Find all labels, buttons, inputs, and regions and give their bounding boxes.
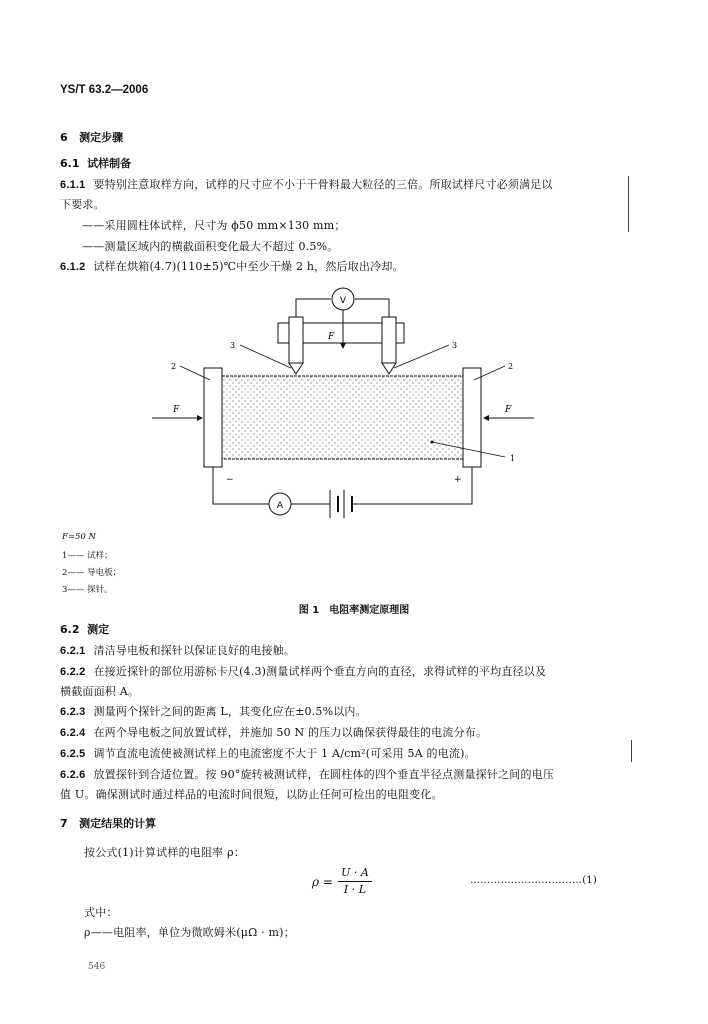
clause-text: 要特别注意取样方向，试样的尺寸应不小于干骨料最大粒径的三倍。所取试样尺寸必须满足以 (93, 178, 553, 191)
paragraph-6-2-6-line1 (60, 766, 554, 782)
clause-number: 6.2.4 (60, 727, 86, 739)
ammeter-label: A (276, 501, 284, 511)
clause-text: 测量两个探针之间的距离 L，其变化应在±0.5%以内。 (93, 705, 367, 718)
legend-force: F=50 N (62, 532, 96, 542)
clause-text: 清洁导电板和探针以保证良好的电接触。 (93, 644, 296, 657)
formula-lhs: ρ = (312, 875, 333, 889)
plus-sign: + (454, 475, 462, 485)
force-label-right: F (505, 405, 512, 415)
probe-left (289, 317, 303, 374)
subsection-number: 6.2 (60, 623, 80, 636)
where-label: 式中： (84, 906, 118, 919)
label-2-left: 2 (171, 362, 177, 371)
label-3-left: 3 (230, 341, 236, 350)
paragraph-6-1-1-line2: 下要求。 (60, 198, 105, 211)
subsection-number: 6.1 (60, 157, 80, 170)
bullet-item: ——测量区域内的横截面积变化最大不超过 0.5%。 (82, 240, 339, 253)
section-number: 6 (60, 131, 68, 144)
clause-text: 放置探针到合适位置。按 90°旋转被测试样，在圆柱体的四个垂直半径点测量探针之间的电压 (93, 768, 555, 781)
page-number: 546 (88, 962, 106, 972)
definition-rho: ρ——电阻率，单位为微欧姆米(μΩ · m)； (84, 926, 295, 939)
clause-number: 6.2.2 (60, 666, 86, 678)
fraction-bar (338, 881, 372, 882)
conductive-plate-left (204, 368, 222, 467)
legend-item: 2—— 导电板； (62, 568, 122, 578)
voltmeter-label: V (339, 296, 347, 306)
section-title: 测定结果的计算 (79, 817, 157, 830)
clause-text: 调节直流电流使被测试样上的电流密度不大于 1 A/cm²(可采用 5A 的电流)。 (93, 747, 476, 760)
formula-numerator: U · A (341, 866, 369, 879)
standard-number: YS/T 63.2—2006 (60, 84, 149, 96)
paragraph-6-2-4 (60, 724, 487, 740)
probe-right (382, 317, 396, 374)
section-number: 7 (60, 817, 68, 830)
paragraph-6-2-2-line1 (60, 663, 546, 679)
subsection-title: 试样制备 (87, 157, 132, 170)
specimen (222, 376, 463, 459)
conductive-plate-right (463, 368, 481, 467)
margin-revision-bar (631, 740, 632, 762)
equation-number: ……………………………(1) (470, 875, 597, 886)
clause-text: 在两个导电板之间放置试样，并施加 50 N 的压力以确保获得最佳的电流分布。 (93, 726, 488, 739)
formula-denominator: I · L (343, 883, 367, 896)
section-title: 测定步骤 (79, 131, 124, 144)
current-circuit (213, 467, 472, 518)
clause-number: 6.2.1 (60, 645, 86, 657)
paragraph-6-2-3 (60, 703, 367, 719)
clause-text: 试样在烘箱(4.7)(110±5)℃中至少干燥 2 h，然后取出冷却。 (93, 260, 404, 273)
legend-item: 1—— 试样； (62, 551, 113, 561)
paragraph-6-2-6-line2: 值 U。确保测试时通过样品的电流时间很短，以防止任何可检出的电阻变化。 (60, 788, 443, 801)
clause-number: 6.2.6 (60, 769, 86, 781)
force-label-top: F (328, 332, 335, 342)
clause-text: 在接近探针的部位用游标卡尺(4.3)测量试样两个垂直方向的直径，求得试样的平均直径以及 (93, 665, 547, 678)
figure-caption: 图 1 电阻率测定原理图 (298, 605, 410, 616)
subsection-title: 测定 (87, 623, 110, 636)
legend-item: 3—— 探针。 (62, 585, 113, 595)
label-2-right: 2 (508, 362, 514, 371)
calc-intro: 按公式(1)计算试样的电阻率 ρ： (84, 846, 245, 859)
paragraph-6-2-5 (60, 745, 476, 761)
paragraph-6-2-1 (60, 642, 295, 658)
section-7-heading (60, 815, 156, 831)
clause-number: 6.2.3 (60, 706, 86, 718)
clause-number: 6.2.5 (60, 748, 86, 760)
subsection-6-2-heading (60, 621, 109, 637)
label-3-right: 3 (452, 341, 458, 350)
clause-number: 6.1.2 (60, 261, 86, 273)
label-1: 1 (510, 454, 516, 463)
clause-number: 6.1.1 (60, 179, 86, 191)
paragraph-6-2-2-line2: 横截面面积 A。 (60, 685, 140, 698)
force-label-left: F (173, 405, 180, 415)
minus-sign: − (226, 475, 234, 485)
bullet-item: ——采用圆柱体试样，尺寸为 ϕ50 mm×130 mm； (82, 219, 346, 232)
